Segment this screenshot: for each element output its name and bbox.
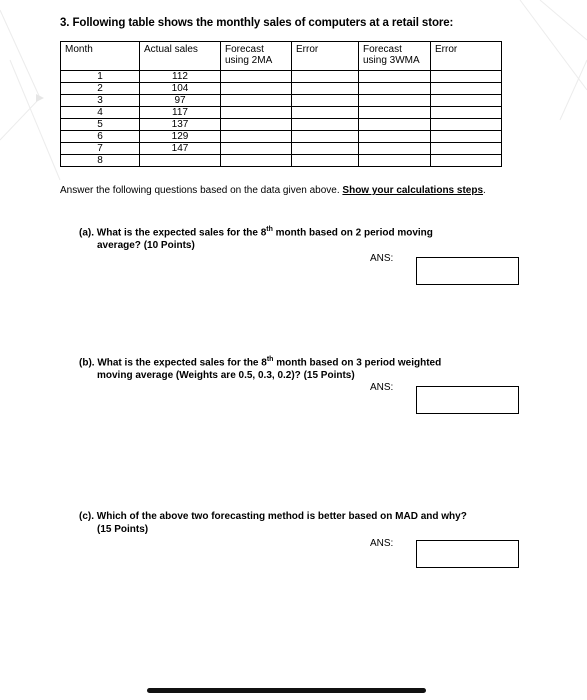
part-b-label: (b). [79, 357, 95, 369]
cell-month: 7 [61, 143, 140, 155]
cell-forecast-3wma [359, 107, 431, 119]
cell-actual-sales: 147 [140, 143, 221, 155]
question-part-b [79, 353, 519, 382]
cell-forecast-2ma [221, 155, 292, 167]
table-row [61, 95, 502, 107]
answer-box-b[interactable] [416, 386, 519, 414]
cell-actual-sales [140, 155, 221, 167]
answer-box-c[interactable] [416, 540, 519, 568]
table-row [61, 71, 502, 83]
answer-label-c: ANS: [370, 538, 394, 549]
cell-forecast-3wma [359, 83, 431, 95]
question-part-c [79, 510, 519, 536]
cell-actual-sales: 97 [140, 95, 221, 107]
part-a-text-end: month based on 2 period moving [272, 227, 433, 239]
part-c-text: Which of the above two forecasting method is better based on MAD and why? [96, 511, 467, 522]
cell-forecast-3wma [359, 131, 431, 143]
cell-error-2ma [292, 71, 359, 83]
answer-label-b: ANS: [370, 382, 394, 393]
cell-forecast-3wma [359, 119, 431, 131]
table-row [61, 155, 502, 167]
instructions-text: Answer the following questions based on the data given above. [60, 185, 340, 196]
cell-forecast-3wma [359, 143, 431, 155]
header-forecast-2ma: Forecast using 2MA [221, 42, 292, 71]
part-b-text-start: What is the expected sales for the 8 [97, 357, 267, 369]
cell-error-3wma [431, 143, 502, 155]
cell-actual-sales: 104 [140, 83, 221, 95]
cell-error-2ma [292, 95, 359, 107]
header-month: Month [61, 42, 140, 71]
cell-forecast-2ma [221, 83, 292, 95]
question-title: 3. Following table shows the monthly sales of computers at a retail store: [60, 17, 454, 29]
part-a-line2: average? (10 Points) [97, 240, 195, 252]
header-error-3wma: Error [431, 42, 502, 71]
table-row [61, 119, 502, 131]
cell-forecast-3wma [359, 71, 431, 83]
instructions: Answer the following questions based on the data given above. Show your calculations steps. [60, 185, 486, 196]
header-error-2ma: Error [292, 42, 359, 71]
cell-month: 3 [61, 95, 140, 107]
cell-forecast-3wma [359, 95, 431, 107]
table-row [61, 83, 502, 95]
cell-forecast-3wma [359, 155, 431, 167]
cell-error-3wma [431, 83, 502, 95]
part-a-label: (a). [79, 227, 94, 239]
part-c-label: (c). [79, 511, 94, 522]
cell-error-2ma [292, 107, 359, 119]
cell-actual-sales: 112 [140, 71, 221, 83]
cell-error-3wma [431, 71, 502, 83]
part-a-text-start: What is the expected sales for the 8 [96, 227, 267, 239]
cell-actual-sales: 129 [140, 131, 221, 143]
part-b-text-end: month based on 3 period weighted [273, 357, 442, 369]
header-actual-sales: Actual sales [140, 42, 221, 71]
instructions-emphasis: Show your calculations steps [342, 185, 484, 196]
part-a-superscript: th [266, 226, 273, 233]
header-forecast-3wma: Forecast using 3WMA [359, 42, 431, 71]
cell-month: 2 [61, 83, 140, 95]
cell-forecast-2ma [221, 131, 292, 143]
cell-error-3wma [431, 131, 502, 143]
cell-error-2ma [292, 83, 359, 95]
cell-forecast-2ma [221, 95, 292, 107]
cell-error-2ma [292, 155, 359, 167]
cell-month: 1 [61, 71, 140, 83]
cell-error-3wma [431, 107, 502, 119]
question-part-a [79, 223, 519, 252]
cell-error-3wma [431, 119, 502, 131]
cell-error-3wma [431, 155, 502, 167]
cell-forecast-2ma [221, 143, 292, 155]
cell-month: 6 [61, 131, 140, 143]
table-header-row [61, 42, 502, 71]
table-row [61, 131, 502, 143]
cell-error-2ma [292, 131, 359, 143]
cell-forecast-2ma [221, 119, 292, 131]
cell-month: 5 [61, 119, 140, 131]
part-b-line2: moving average (Weights are 0.5, 0.3, 0.2)? (15 Points) [97, 370, 355, 382]
home-indicator[interactable] [147, 688, 426, 693]
cell-error-2ma [292, 119, 359, 131]
answer-label-a: ANS: [370, 253, 394, 264]
cell-forecast-2ma [221, 107, 292, 119]
cell-error-2ma [292, 143, 359, 155]
cell-actual-sales: 117 [140, 107, 221, 119]
cell-forecast-2ma [221, 71, 292, 83]
cell-month: 8 [61, 155, 140, 167]
cell-actual-sales: 137 [140, 119, 221, 131]
table-row [61, 107, 502, 119]
part-b-superscript: th [266, 356, 274, 363]
sales-table [60, 41, 502, 167]
answer-box-a[interactable] [416, 257, 519, 285]
cell-error-3wma [431, 95, 502, 107]
part-c-line2: (15 Points) [97, 524, 149, 535]
table-row [61, 143, 502, 155]
cell-month: 4 [61, 107, 140, 119]
